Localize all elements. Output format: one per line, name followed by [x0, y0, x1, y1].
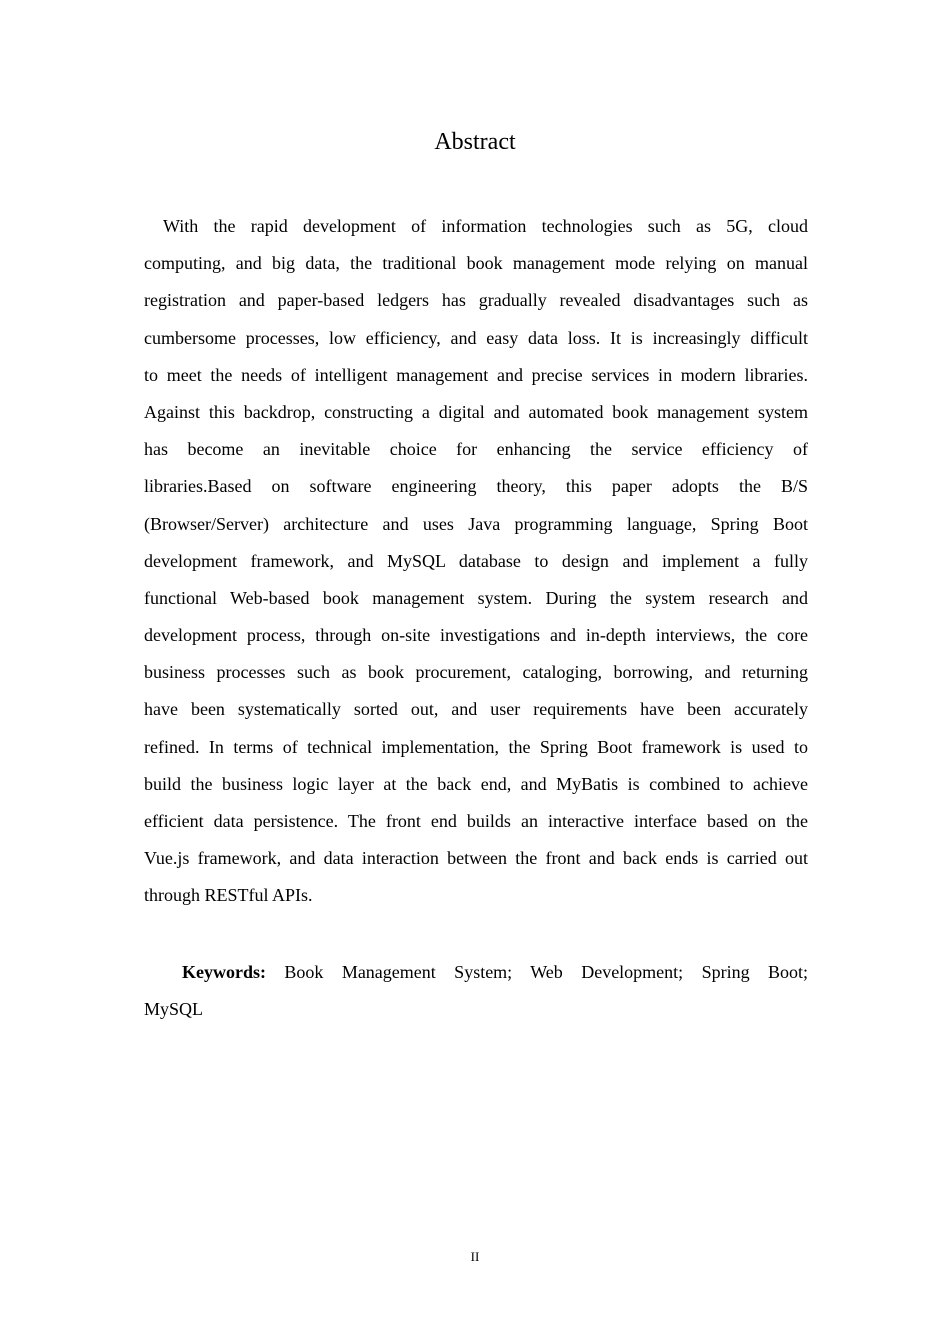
abstract-line: Vue.js framework, and data interaction between the front and back ends is carried out [144, 848, 808, 869]
abstract-line: through RESTful APIs. [144, 885, 313, 906]
abstract-line: business processes such as book procurement, cataloging, borrowing, and returning [144, 662, 808, 683]
keywords-line-2: MySQL [144, 999, 204, 1020]
abstract-line: have been systematically sorted out, and user requirements have been accurately [144, 699, 808, 720]
page-number: II [470, 1249, 480, 1264]
keywords-label: Keywords: [182, 962, 266, 982]
abstract-line: build the business logic layer at the back end, and MyBatis is combined to achieve [144, 773, 808, 794]
keywords-line-1 [144, 954, 808, 991]
abstract-line: registration and paper-based ledgers has gradually revealed disadvantages such as [144, 290, 808, 311]
page-title: Abstract [434, 129, 516, 155]
abstract-line: (Browser/Server) architecture and uses Java programming language, Spring Boot [144, 513, 808, 534]
abstract-line: development process, through on-site investigations and in-depth interviews, the core [144, 625, 808, 646]
abstract-line: refined. In terms of technical implementation, the Spring Boot framework is used to [144, 736, 808, 757]
abstract-line: has become an inevitable choice for enhancing the service efficiency of [144, 439, 808, 460]
abstract-body [144, 208, 808, 915]
abstract-line: With the rapid development of information technologies such as 5G, cloud [163, 216, 808, 236]
keywords-section [144, 954, 808, 1028]
abstract-line: functional Web-based book management system. During the system research and [144, 587, 808, 608]
keywords-text: Book Management System; Web Development; Spring Boot; [284, 962, 808, 982]
abstract-line: cumbersome processes, low efficiency, and easy data loss. It is increasingly difficult [144, 327, 808, 348]
abstract-line: libraries.Based on software engineering theory, this paper adopts the B/S [144, 476, 808, 497]
abstract-line: development framework, and MySQL database to design and implement a fully [144, 550, 808, 571]
abstract-line: Against this backdrop, constructing a digital and automated book management system [144, 401, 808, 422]
abstract-line: to meet the needs of intelligent management and precise services in modern libraries. [144, 364, 808, 385]
abstract-line: computing, and big data, the traditional book management mode relying on manual [144, 253, 808, 274]
abstract-line: efficient data persistence. The front end builds an interactive interface based on the [144, 811, 808, 831]
